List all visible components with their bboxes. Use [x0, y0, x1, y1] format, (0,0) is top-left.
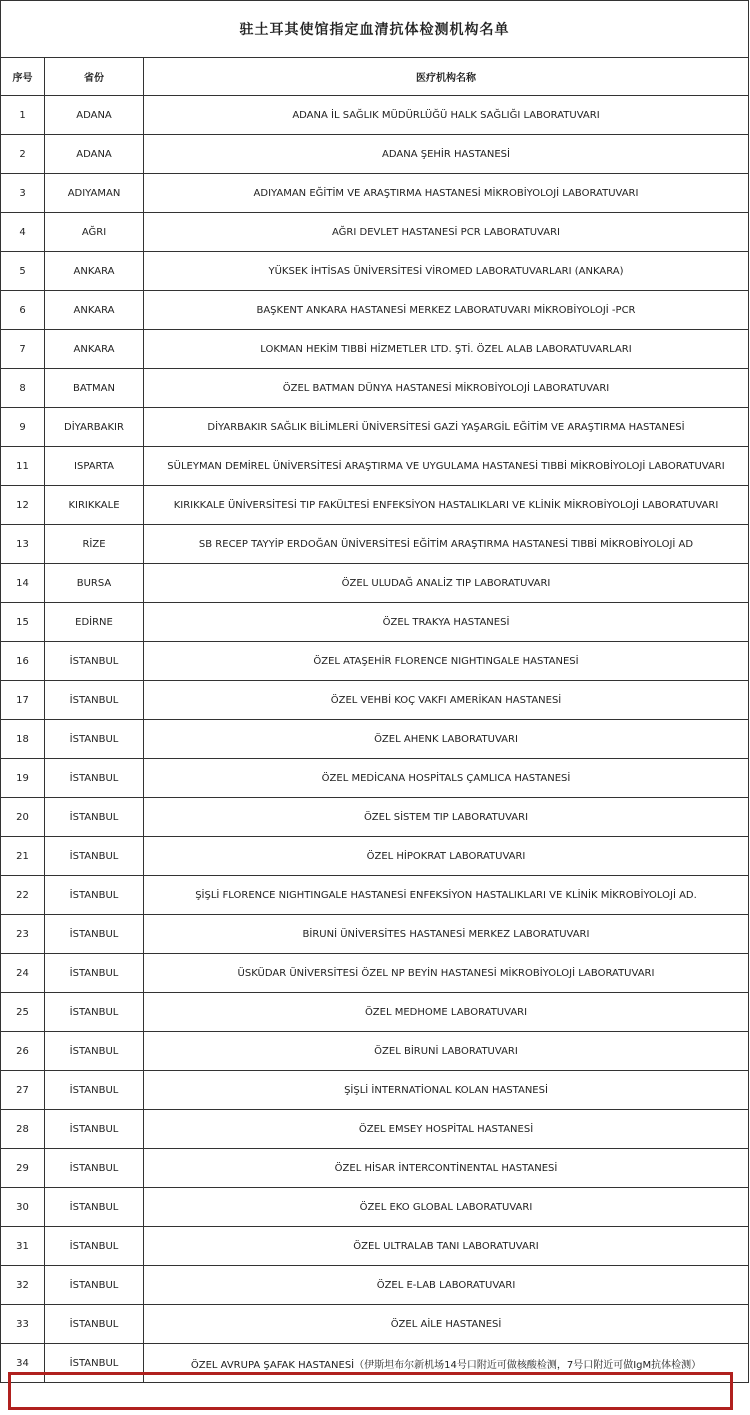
cell-institution: ÖZEL AVRUPA ŞAFAK HASTANESİ（伊斯坦布尔新机场14号口附近可做核酸检测，7号口附近可做IgM抗体检测）	[144, 1344, 749, 1383]
table-row	[1, 1110, 749, 1149]
cell-institution: ADANA ŞEHİR HASTANESİ	[144, 135, 749, 174]
cell-no: 8	[1, 369, 45, 408]
cell-no: 6	[1, 291, 45, 330]
table-row	[1, 1188, 749, 1227]
cell-institution: ÖZEL MEDHOME LABORATUVARI	[144, 993, 749, 1032]
table-row	[1, 759, 749, 798]
cell-province: İSTANBUL	[45, 993, 144, 1032]
cell-province: RİZE	[45, 525, 144, 564]
cell-no: 5	[1, 252, 45, 291]
table-row	[1, 252, 749, 291]
cell-province: ANKARA	[45, 252, 144, 291]
cell-province: İSTANBUL	[45, 759, 144, 798]
cell-institution: ÖZEL ULTRALAB TANI LABORATUVARI	[144, 1227, 749, 1266]
cell-no: 32	[1, 1266, 45, 1305]
cell-province: KIRIKKALE	[45, 486, 144, 525]
title-row	[1, 1, 749, 58]
cell-institution: ŞİŞLİ İNTERNATİONAL KOLAN HASTANESİ	[144, 1071, 749, 1110]
table-row	[1, 720, 749, 759]
table-row	[1, 564, 749, 603]
cell-province: İSTANBUL	[45, 837, 144, 876]
cell-institution: ÖZEL SİSTEM TIP LABORATUVARI	[144, 798, 749, 837]
cell-institution: ADIYAMAN EĞİTİM VE ARAŞTIRMA HASTANESİ MİKROBİYOLOJİ LABORATUVARI	[144, 174, 749, 213]
table-row	[1, 1227, 749, 1266]
cell-no: 12	[1, 486, 45, 525]
cell-province: İSTANBUL	[45, 1266, 144, 1305]
cell-no: 17	[1, 681, 45, 720]
cell-institution: DİYARBAKIR SAĞLIK BİLİMLERİ ÜNİVERSİTESİ GAZİ YAŞARGİL EĞİTİM VE ARAŞTIRMA HASTANESİ	[144, 408, 749, 447]
cell-province: İSTANBUL	[45, 1227, 144, 1266]
table-row	[1, 486, 749, 525]
cell-province: İSTANBUL	[45, 1344, 144, 1383]
cell-province: DİYARBAKIR	[45, 408, 144, 447]
table-row	[1, 1149, 749, 1188]
cell-no: 16	[1, 642, 45, 681]
cell-institution: SB RECEP TAYYİP ERDOĞAN ÜNİVERSİTESİ EĞİTİM ARAŞTIRMA HASTANESİ TIBBİ MİKROBİYOLOJİ AD	[144, 525, 749, 564]
cell-province: İSTANBUL	[45, 1149, 144, 1188]
cell-institution: SÜLEYMAN DEMİREL ÜNİVERSİTESİ ARAŞTIRMA VE UYGULAMA HASTANESİ TIBBİ MİKROBİYOLOJİ LABORATUVARI	[144, 447, 749, 486]
cell-institution: ŞİŞLİ FLORENCE NIGHTINGALE HASTANESİ ENFEKSİYON HASTALIKLARI VE KLİNİK MİKROBİYOLOJİ AD.	[144, 876, 749, 915]
cell-institution: ÖZEL VEHBİ KOÇ VAKFI AMERİKAN HASTANESİ	[144, 681, 749, 720]
cell-institution: ÖZEL BİRUNİ LABORATUVARI	[144, 1032, 749, 1071]
cell-province: İSTANBUL	[45, 681, 144, 720]
table-row	[1, 525, 749, 564]
table-row	[1, 174, 749, 213]
header-institution: 医疗机构名称	[144, 58, 749, 96]
cell-institution: KIRIKKALE ÜNİVERSİTESİ TIP FAKÜLTESİ ENFEKSİYON HASTALIKLARI VE KLİNİK MİKROBİYOLOJİ LABORATUVARI	[144, 486, 749, 525]
cell-province: ADANA	[45, 135, 144, 174]
cell-no: 7	[1, 330, 45, 369]
cell-no: 28	[1, 1110, 45, 1149]
cell-institution: ÖZEL E-LAB LABORATUVARI	[144, 1266, 749, 1305]
header-no: 序号	[1, 58, 45, 96]
cell-institution: ÖZEL AİLE HASTANESİ	[144, 1305, 749, 1344]
cell-province: İSTANBUL	[45, 915, 144, 954]
cell-no: 22	[1, 876, 45, 915]
cell-province: ADIYAMAN	[45, 174, 144, 213]
cell-institution: ÖZEL ATAŞEHİR FLORENCE NIGHTINGALE HASTANESİ	[144, 642, 749, 681]
table-row	[1, 96, 749, 135]
cell-province: EDİRNE	[45, 603, 144, 642]
table-row	[1, 681, 749, 720]
cell-no: 27	[1, 1071, 45, 1110]
cell-no: 33	[1, 1305, 45, 1344]
cell-province: AĞRI	[45, 213, 144, 252]
cell-institution: YÜKSEK İHTİSAS ÜNİVERSİTESİ VİROMED LABORATUVARLARI (ANKARA)	[144, 252, 749, 291]
cell-institution: ÖZEL EMSEY HOSPİTAL HASTANESİ	[144, 1110, 749, 1149]
cell-province: İSTANBUL	[45, 720, 144, 759]
cell-institution: LOKMAN HEKİM TIBBİ HİZMETLER LTD. ŞTİ. ÖZEL ALAB LABORATUVARLARI	[144, 330, 749, 369]
cell-institution: ÜSKÜDAR ÜNİVERSİTESİ ÖZEL NP BEYİN HASTANESİ MİKROBİYOLOJİ LABORATUVARI	[144, 954, 749, 993]
cell-no: 24	[1, 954, 45, 993]
cell-no: 13	[1, 525, 45, 564]
cell-province: BURSA	[45, 564, 144, 603]
cell-institution: ÖZEL MEDİCANA HOSPİTALS ÇAMLICA HASTANESİ	[144, 759, 749, 798]
cell-province: İSTANBUL	[45, 1305, 144, 1344]
cell-no: 26	[1, 1032, 45, 1071]
cell-institution: ÖZEL AHENK LABORATUVARI	[144, 720, 749, 759]
table-row	[1, 1305, 749, 1344]
cell-institution: ÖZEL ULUDAĞ ANALİZ TIP LABORATUVARI	[144, 564, 749, 603]
cell-institution: ÖZEL TRAKYA HASTANESİ	[144, 603, 749, 642]
cell-province: İSTANBUL	[45, 1188, 144, 1227]
cell-institution: AĞRI DEVLET HASTANESİ PCR LABORATUVARI	[144, 213, 749, 252]
cell-no: 9	[1, 408, 45, 447]
table-row	[1, 954, 749, 993]
cell-institution: BAŞKENT ANKARA HASTANESİ MERKEZ LABORATUVARI MİKROBİYOLOJİ -PCR	[144, 291, 749, 330]
cell-no: 1	[1, 96, 45, 135]
cell-province: İSTANBUL	[45, 1032, 144, 1071]
table-row	[1, 1266, 749, 1305]
table-row	[1, 915, 749, 954]
table-row	[1, 993, 749, 1032]
header-province: 省份	[45, 58, 144, 96]
table-row	[1, 642, 749, 681]
cell-no: 14	[1, 564, 45, 603]
header-row	[1, 58, 749, 96]
cell-province: İSTANBUL	[45, 798, 144, 837]
cell-no: 3	[1, 174, 45, 213]
cell-province: BATMAN	[45, 369, 144, 408]
table-row	[1, 603, 749, 642]
cell-institution: ÖZEL HİSAR İNTERCONTİNENTAL HASTANESİ	[144, 1149, 749, 1188]
cell-no: 21	[1, 837, 45, 876]
cell-no: 34	[1, 1344, 45, 1383]
table-row	[1, 798, 749, 837]
table-row	[1, 408, 749, 447]
table-row	[1, 135, 749, 174]
cell-institution: BİRUNİ ÜNİVERSİTES HASTANESİ MERKEZ LABORATUVARI	[144, 915, 749, 954]
cell-province: İSTANBUL	[45, 954, 144, 993]
cell-no: 31	[1, 1227, 45, 1266]
cell-no: 20	[1, 798, 45, 837]
cell-institution: ÖZEL EKO GLOBAL LABORATUVARI	[144, 1188, 749, 1227]
cell-no: 4	[1, 213, 45, 252]
table-row	[1, 447, 749, 486]
cell-province: ISPARTA	[45, 447, 144, 486]
table-row	[1, 291, 749, 330]
table-row	[1, 1071, 749, 1110]
cell-province: İSTANBUL	[45, 642, 144, 681]
cell-province: ANKARA	[45, 330, 144, 369]
cell-no: 23	[1, 915, 45, 954]
table-row	[1, 369, 749, 408]
cell-no: 30	[1, 1188, 45, 1227]
cell-province: İSTANBUL	[45, 1110, 144, 1149]
cell-no: 18	[1, 720, 45, 759]
table-row	[1, 1344, 749, 1383]
cell-no: 2	[1, 135, 45, 174]
cell-province: ADANA	[45, 96, 144, 135]
table-row	[1, 876, 749, 915]
cell-province: İSTANBUL	[45, 876, 144, 915]
cell-institution: ÖZEL HİPOKRAT LABORATUVARI	[144, 837, 749, 876]
table-row	[1, 330, 749, 369]
table-row	[1, 213, 749, 252]
cell-no: 29	[1, 1149, 45, 1188]
cell-no: 25	[1, 993, 45, 1032]
cell-province: ANKARA	[45, 291, 144, 330]
table-body	[1, 1, 749, 1383]
cell-no: 15	[1, 603, 45, 642]
cell-institution: ÖZEL BATMAN DÜNYA HASTANESİ MİKROBİYOLOJİ LABORATUVARI	[144, 369, 749, 408]
cell-province: İSTANBUL	[45, 1071, 144, 1110]
table-row	[1, 1032, 749, 1071]
cell-no: 19	[1, 759, 45, 798]
table-title: 驻土耳其使馆指定血清抗体检测机构名单	[1, 1, 749, 58]
table-row	[1, 837, 749, 876]
cell-no: 11	[1, 447, 45, 486]
cell-institution: ADANA İL SAĞLIK MÜDÜRLÜĞÜ HALK SAĞLIĞI LABORATUVARI	[144, 96, 749, 135]
